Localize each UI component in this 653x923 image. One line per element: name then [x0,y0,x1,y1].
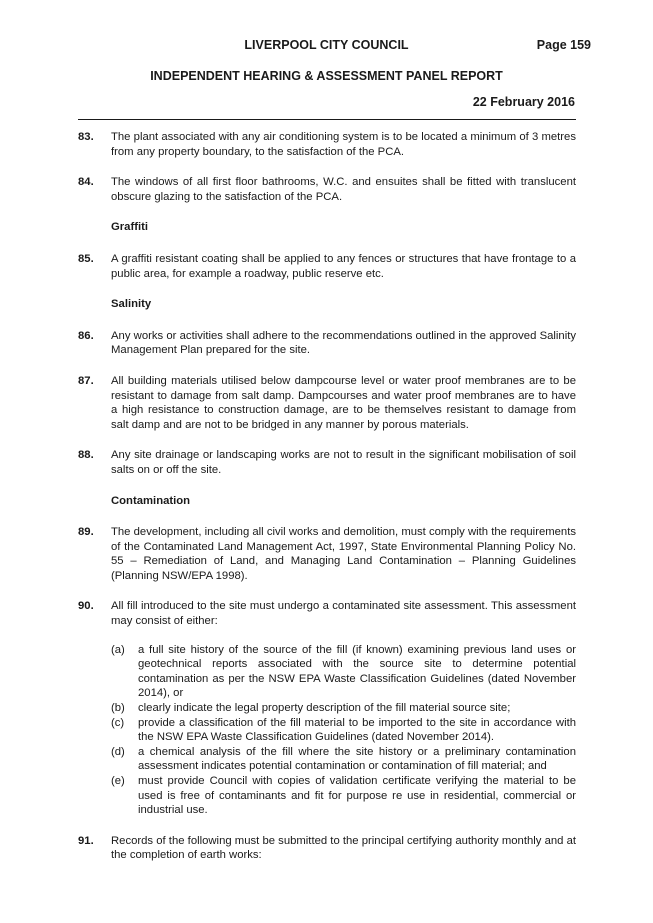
condition-number: 89. [78,526,94,539]
condition-number: 87. [78,374,94,387]
condition-89 [78,525,576,583]
condition-text: Any works or activities shall adhere to the recommendations outlined in the approved Salinity Management Plan prepared for the site. [111,329,576,357]
condition-text: All building materials utilised below dampcourse level or water proof membranes are to be resistant to damage from salt damp. Dampcourses and water proof membranes are to have a high resistance to construction damage, are to be themselves resistant to damage from salt damp and are not to be bridged in any manner by porous materials. [111,374,576,431]
sub-condition-label: (c) [111,716,125,729]
condition-83 [78,130,576,159]
report-title: INDEPENDENT HEARING & ASSESSMENT PANEL REPORT [150,69,503,83]
sub-condition-label: (b) [111,702,125,715]
condition-number: 88. [78,449,94,462]
page-number: Page 159 [536,38,591,52]
condition-87 [78,374,576,432]
condition-text: The plant associated with any air conditioning system is to be located a minimum of 3 metres from any property boundary, to the satisfaction of the PCA. [111,131,576,158]
sub-condition-text: a chemical analysis of the fill where the site history or a preliminary contamination assessment indicates potential contamination or contamination of fill material; and [138,745,576,773]
sub-condition-d [111,745,576,774]
conditions-body [78,130,576,879]
sub-condition-c [111,716,576,745]
condition-text: Records of the following must be submitted to the principal certifying authority monthly and at the completion of earth works: [111,834,576,862]
condition-number: 90. [78,600,94,613]
condition-number: 83. [78,131,94,143]
condition-text: The windows of all first floor bathrooms, W.C. and ensuites shall be fitted with translucent obscure glazing to the satisfaction of the PCA. [111,176,576,203]
sub-condition-text: provide a classification of the fill material to be imported to the site in accordance with the NSW EPA Waste Classification Guidelines (dated November 2014). [138,716,576,744]
condition-90 [78,599,576,817]
sub-condition-label: (d) [111,745,125,758]
condition-number: 84. [78,176,94,189]
section-heading-salinity: Salinity [111,298,152,311]
section-heading-graffiti: Graffiti [111,221,149,234]
condition-88 [78,448,576,477]
report-date: 22 February 2016 [472,95,575,109]
sub-condition-text: a full site history of the source of the fill (if known) examining previous land uses or geotechnical reports associated with the source site to determine potential contamination as per the NSW EPA Waste Classification Guidelines (dated November 2014), or [138,643,576,700]
sub-condition-label: (e) [111,775,125,787]
condition-text: A graffiti resistant coating shall be applied to any fences or structures that have frontage to a public area, for example a roadway, public reserve etc. [111,252,576,280]
condition-number: 86. [78,329,94,342]
council-name: LIVERPOOL CITY COUNCIL [244,38,409,52]
sub-condition-label: (a) [111,643,125,656]
condition-86 [78,329,576,358]
header-divider [78,119,576,120]
condition-text: The development, including all civil works and demolition, must comply with the requirements of the Contaminated Land Management Act, 1997, State Environmental Planning Policy No. 55 – Remediation of Land, and Managing Land Contamination – Planning Guidelines (Planning NSW/EPA 1998). [111,526,576,582]
condition-text: All fill introduced to the site must undergo a contaminated site assessment. This assessment may consist of either: [111,600,576,628]
condition-85 [78,252,576,281]
condition-84 [78,175,576,204]
condition-number: 91. [78,834,94,847]
condition-text: Any site drainage or landscaping works are not to result in the significant mobilisation of soil salts on or off the site. [111,449,576,476]
sub-condition-text: clearly indicate the legal property description of the fill material source site; [138,702,511,715]
sub-condition-e [111,774,576,818]
section-heading-contamination: Contamination [111,494,191,507]
sub-condition-b [111,701,576,716]
sub-condition-text: must provide Council with copies of validation certificate verifying the material to be used is free of contaminants and fit for purpose re use in residential, commercial or industrial use. [138,775,576,817]
sub-condition-list [111,643,576,818]
sub-condition-a [111,643,576,701]
condition-number: 85. [78,252,94,265]
condition-91 [78,834,576,863]
